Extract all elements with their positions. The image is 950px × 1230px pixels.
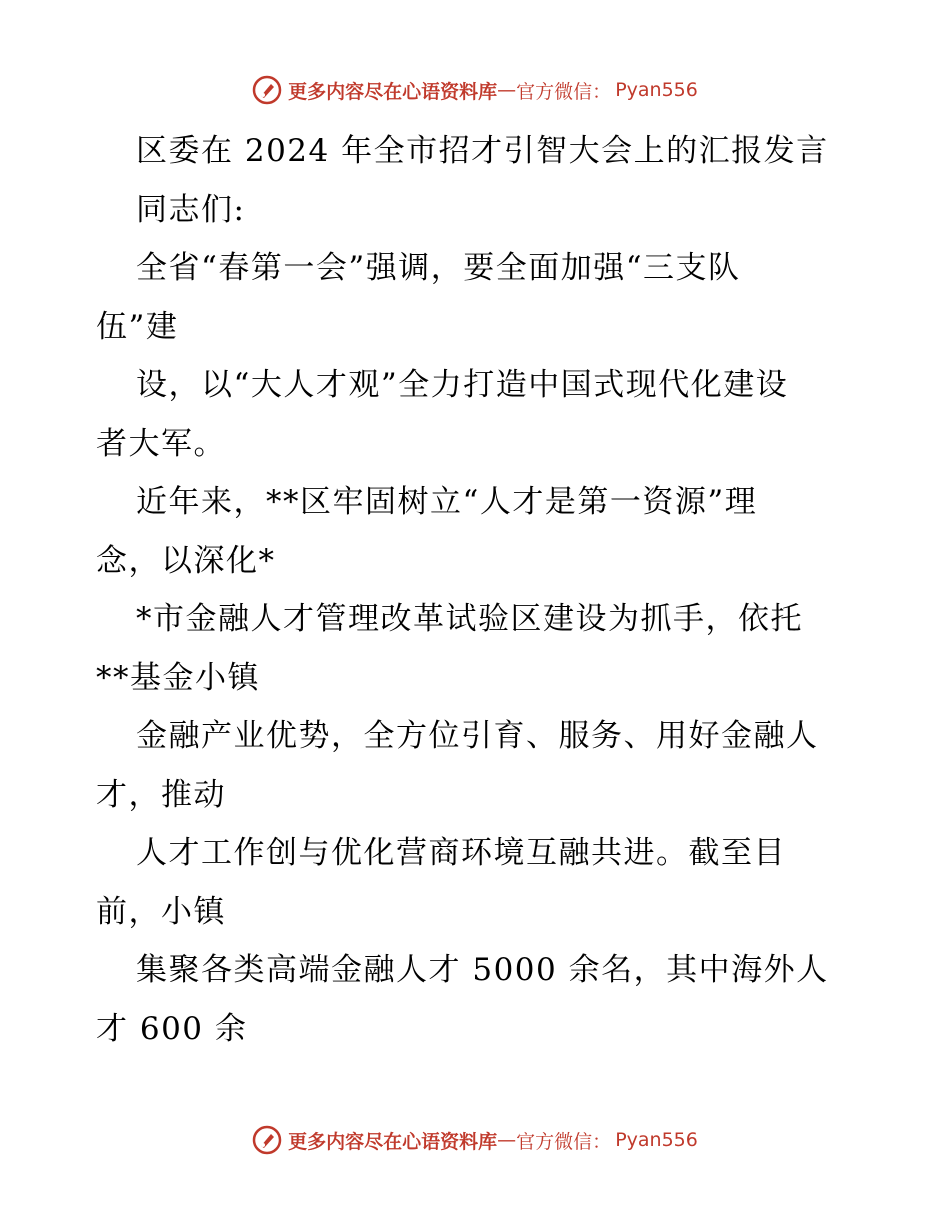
banner-wechat-id: Pyan556 (615, 1129, 698, 1151)
banner-brand-text: 更多内容尽在心语资料库 (288, 1130, 498, 1153)
document-line: 前，小镇 (96, 893, 226, 930)
document-line: *市金融人才管理改革试验区建设为抓手，依托 (136, 601, 803, 637)
document-line: 者大军。 (96, 425, 226, 462)
document-line: 金融产业优势，全方位引育、服务、用好金融人 (136, 718, 819, 754)
document-line: 同志们: (136, 191, 246, 228)
pen-nib-circle-icon (252, 75, 282, 105)
document-line: 伍”建 (96, 308, 179, 345)
banner-wechat-id: Pyan556 (615, 79, 698, 101)
document-line: 近年来，**区牢固树立“人才是第一资源”理 (136, 484, 758, 520)
document-line: 设，以“大人才观”全力打造中国式现代化建设 (136, 367, 789, 403)
pen-nib-circle-icon (252, 1125, 282, 1155)
document-title-line: 区委在 2024 年全市招才引智大会上的汇报发言 (136, 133, 829, 169)
document-body (96, 122, 866, 1058)
banner-official-label: 官方微信： (516, 80, 612, 103)
banner-dash: — (497, 79, 517, 101)
banner-official-label: 官方微信： (516, 1130, 612, 1153)
document-line: **基金小镇 (96, 659, 260, 696)
document-line: 念，以深化* (96, 542, 276, 579)
document-line: 才，推动 (96, 776, 226, 813)
document-line: 集聚各类高端金融人才 5000 余名，其中海外人 (136, 952, 829, 988)
footer-banner (0, 1120, 950, 1160)
document-line: 人才工作创与优化营商环境互融共进。截至目 (136, 835, 786, 871)
document-line: 才 600 余 (96, 1010, 248, 1047)
header-banner (0, 70, 950, 110)
document-line: 全省“春第一会”强调，要全面加强“三支队 (136, 250, 741, 286)
banner-dash: — (497, 1129, 517, 1151)
banner-brand-text: 更多内容尽在心语资料库 (288, 80, 498, 103)
